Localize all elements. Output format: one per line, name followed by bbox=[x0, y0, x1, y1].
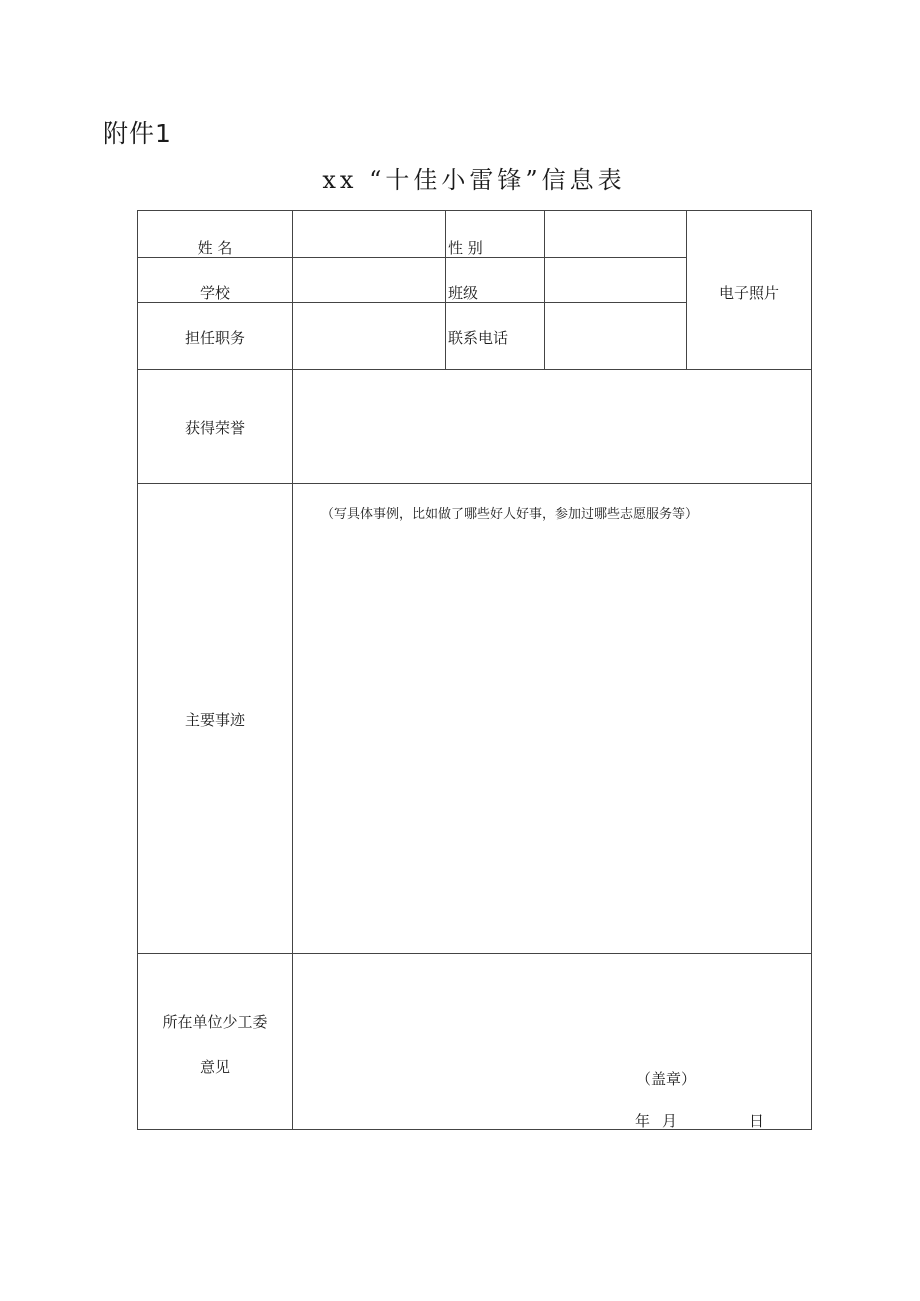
phone-label: 联系电话 bbox=[448, 329, 509, 347]
honors-field[interactable] bbox=[293, 370, 811, 483]
gender-field[interactable] bbox=[545, 211, 686, 257]
form-title: xx “十佳小雷锋”信息表 bbox=[322, 166, 626, 194]
photo-upload-area[interactable] bbox=[687, 211, 811, 369]
month-label: 月 bbox=[662, 1112, 678, 1130]
name-field[interactable] bbox=[293, 211, 445, 257]
photo-label: 电子照片 bbox=[718, 284, 780, 302]
opinion-label-line1: 所在单位少工委 bbox=[162, 1013, 268, 1031]
day-label: 日 bbox=[749, 1112, 765, 1130]
phone-field[interactable] bbox=[545, 303, 686, 369]
info-form-table bbox=[137, 210, 812, 1130]
position-label: 担任职务 bbox=[184, 329, 246, 347]
attachment-label: 附件1 bbox=[103, 119, 172, 148]
school-field[interactable] bbox=[293, 258, 445, 302]
gender-label: 性 别 bbox=[448, 239, 483, 257]
position-field[interactable] bbox=[293, 303, 445, 369]
name-label: 姓 名 bbox=[197, 239, 233, 257]
deeds-field[interactable] bbox=[293, 484, 811, 953]
deeds-hint: （写具体事例，比如做了哪些好人好事，参加过哪些志愿服务等） bbox=[321, 507, 699, 522]
class-label: 班级 bbox=[448, 284, 479, 302]
year-label: 年 bbox=[635, 1112, 651, 1130]
grid-line bbox=[445, 211, 446, 369]
opinion-field[interactable] bbox=[293, 954, 811, 1129]
class-field[interactable] bbox=[545, 258, 686, 302]
opinion-label-line2: 意见 bbox=[199, 1058, 231, 1076]
honors-label: 获得荣誉 bbox=[184, 419, 246, 437]
school-label: 学校 bbox=[199, 284, 231, 302]
deeds-label: 主要事迹 bbox=[184, 711, 246, 729]
seal-label: （盖章） bbox=[636, 1070, 697, 1088]
